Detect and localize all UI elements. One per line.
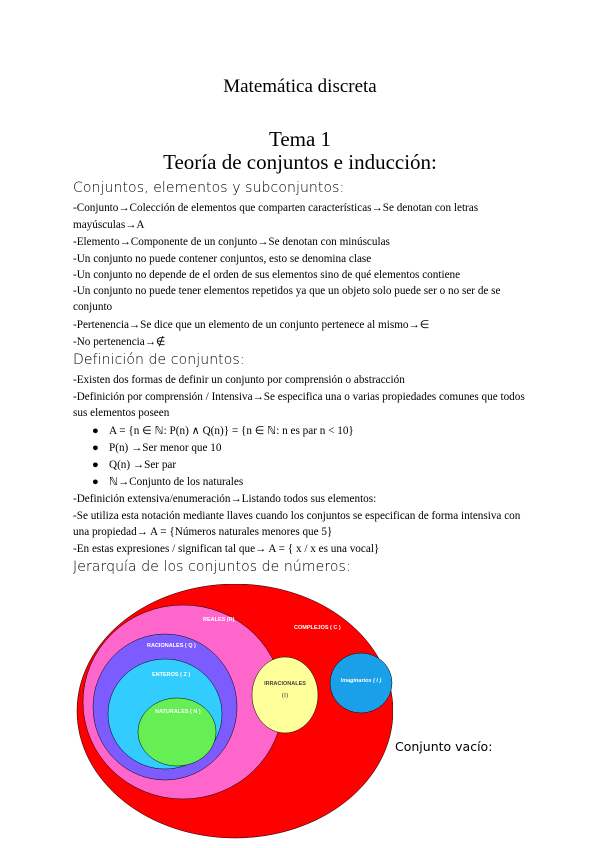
- empty-set-label: Conjunto vacío:: [395, 739, 493, 754]
- text-line: -Un conjunto no depende de el orden de sus elementos sino de qué elementos contiene: [73, 269, 461, 281]
- text-line: -Existen dos formas de definir un conjunto por comprensión o abstracción: [73, 374, 405, 386]
- section-heading-jerarquia: Jerarquía de los conjuntos de números:: [73, 559, 351, 575]
- list-item: [92, 457, 176, 474]
- text-line: -No pertenencia→∉: [73, 336, 166, 348]
- number-sets-diagram: [73, 584, 393, 839]
- natural-label: NATURALES ( N ): [155, 709, 201, 715]
- topic-title: Teoría de conjuntos e inducción:: [163, 150, 437, 174]
- text-line: -Conjunto→Colección de elementos que comparten características→Se denotan con letras: [73, 202, 479, 214]
- imaginary-label: Imaginarios ( i ): [340, 678, 382, 684]
- real-label: REALES (R): [203, 617, 235, 623]
- bullet-icon: ●: [92, 442, 99, 454]
- list-item-text: P(n) →Ser menor que 10: [109, 442, 222, 454]
- irrational-symbol: (I): [281, 692, 289, 699]
- section-heading-definicion: Definición de conjuntos:: [73, 352, 245, 368]
- list-item-text: ℕ→Conjunto de los naturales: [109, 476, 244, 488]
- integer-label: ENTEROS ( Z ): [152, 672, 191, 678]
- document-title: Matemática discreta: [223, 76, 377, 97]
- list-item: [92, 440, 221, 457]
- text-line: -Un conjunto no puede contener conjuntos, esto se denomina clase: [73, 253, 372, 265]
- irrational-label: IRRACIONALES: [264, 681, 306, 687]
- list-item: [92, 423, 354, 440]
- complex-label: COMPLEJOS ( C ): [294, 625, 341, 631]
- list-item-text: A = {n ∈ ℕ: P(n) ∧ Q(n)} = {n ∈ ℕ: n es par n < 10}: [109, 425, 354, 437]
- text-line: sus elementos poseen: [73, 407, 170, 419]
- text-line: -Definición extensiva/enumeración→Listando todos sus elementos:: [73, 493, 377, 505]
- bullet-icon: ●: [92, 425, 99, 437]
- text-line: conjunto: [73, 301, 113, 313]
- rational-label: RACIONALES ( Q ): [147, 643, 196, 649]
- text-line: -En estas expresiones / significan tal que→ A = { x / x es una vocal}: [73, 543, 380, 555]
- bullet-icon: ●: [92, 459, 99, 471]
- text-line: -Definición por comprensión / Intensiva→Se especifica una o varias propiedades comunes que todos: [73, 391, 525, 403]
- list-item-text: Q(n) →Ser par: [109, 459, 177, 471]
- text-line: -Pertenencia→Se dice que un elemento de un conjunto pertenece al mismo→∈: [73, 319, 430, 331]
- text-line: -Se utiliza esta notación mediante llaves cuando los conjuntos se especifican de forma intensiva con: [73, 510, 521, 522]
- list-item: [92, 474, 243, 491]
- text-line: mayúsculas→A: [73, 219, 145, 231]
- text-line: -Un conjunto no puede tener elementos repetidos ya que un objeto solo puede ser o no ser de se: [73, 285, 501, 297]
- section-heading-conjuntos: Conjuntos, elementos y subconjuntos:: [73, 180, 345, 196]
- text-line: una propiedad→ A = {Números naturales menores que 5}: [73, 526, 333, 538]
- topic-number: Tema 1: [268, 127, 332, 151]
- text-line: -Elemento→Componente de un conjunto→Se denotan con minúsculas: [73, 236, 390, 248]
- bullet-icon: ●: [92, 476, 99, 488]
